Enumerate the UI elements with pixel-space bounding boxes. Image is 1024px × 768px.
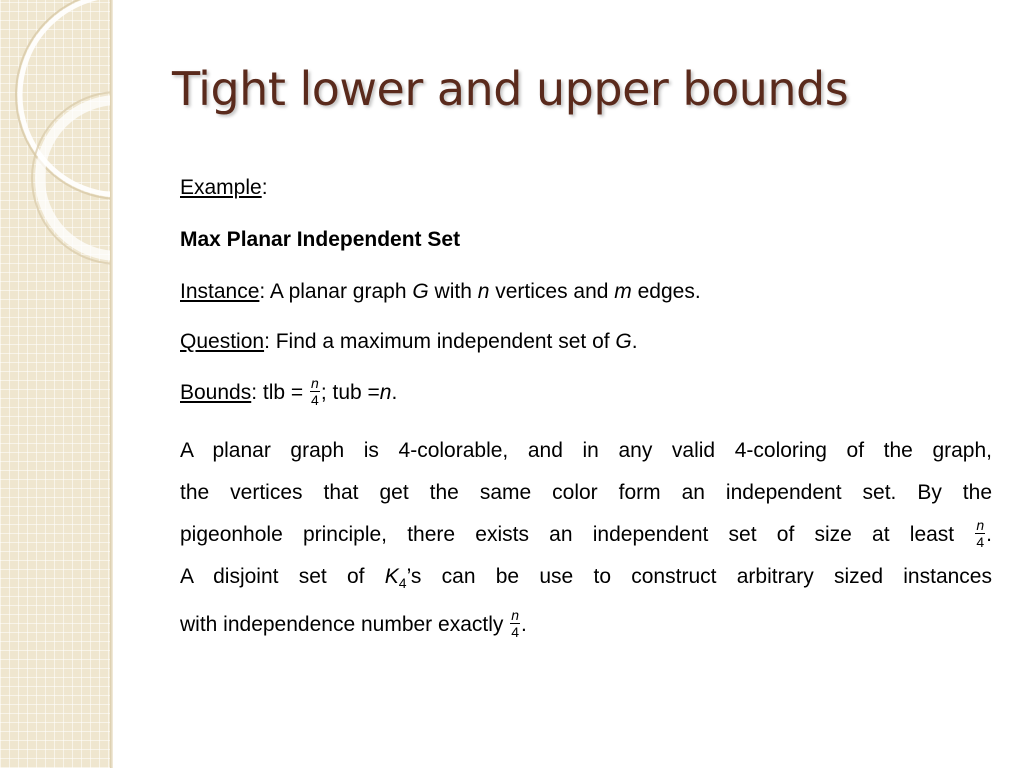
bounds-label: Bounds	[180, 381, 252, 405]
question-var-g: G	[615, 330, 632, 353]
slide-title: Tight lower and upper bounds	[172, 62, 849, 116]
question-line	[180, 330, 638, 354]
circle-ornament-icon	[0, 0, 113, 300]
paragraph-line	[180, 604, 992, 646]
paragraph-line: A planar graph is 4-colorable, and in any valid 4-coloring of the graph,	[180, 439, 992, 462]
instance-text: with	[428, 280, 478, 303]
paragraph-text: .	[521, 613, 527, 637]
fraction-denominator: 4	[511, 624, 520, 641]
fraction-n-over-4	[310, 376, 320, 407]
paragraph-line	[180, 514, 992, 556]
instance-text: : A planar graph	[259, 280, 413, 303]
question-label: Question	[180, 330, 265, 353]
instance-var-g: G	[412, 280, 429, 303]
fraction-numerator: n	[311, 375, 319, 391]
instance-var-n: n	[477, 280, 490, 303]
paragraph-text: ’s can be use to construct arbitrary sized instances	[406, 565, 992, 588]
fraction-numerator: n	[511, 607, 520, 624]
question-text: : Find a maximum independent set of	[264, 330, 616, 353]
bounds-text: : tlb =	[251, 381, 310, 405]
fraction-denominator: 4	[311, 392, 319, 408]
instance-text: edges.	[631, 280, 701, 303]
instance-line	[180, 280, 701, 304]
fraction-denominator: 4	[976, 533, 985, 550]
paragraph-text: A disjoint set of	[180, 565, 385, 588]
fraction-numerator: n	[976, 516, 985, 533]
bounds-line	[180, 375, 398, 409]
example-suffix: :	[261, 176, 268, 199]
fraction-n-over-4	[510, 608, 520, 639]
paragraph-line	[180, 556, 992, 604]
instance-var-m: m	[614, 280, 632, 303]
example-label: Example	[180, 176, 262, 199]
paragraph-text: .	[986, 523, 992, 546]
instance-text: vertices and	[489, 280, 615, 303]
bounds-var-n: n	[379, 381, 392, 405]
question-text: .	[631, 330, 638, 353]
k4-symbol: K	[384, 565, 399, 588]
instance-label: Instance	[180, 280, 260, 303]
paragraph-text: with independence number exactly	[180, 613, 504, 637]
bounds-text: .	[391, 381, 398, 405]
problem-name: Max Planar Independent Set	[180, 228, 461, 251]
example-line	[180, 176, 268, 200]
k4-subscript: 4	[398, 575, 407, 592]
explanation-paragraph	[180, 430, 992, 646]
sidebar-edge	[110, 0, 113, 768]
paragraph-line: the vertices that get the same color form an independent set. By the	[180, 481, 992, 504]
fraction-n-over-4	[975, 518, 985, 549]
bounds-text: ; tub =	[320, 381, 380, 405]
decorative-sidebar	[0, 0, 113, 768]
paragraph-text: pigeonhole principle, there exists an independent set of size at least	[180, 523, 955, 546]
